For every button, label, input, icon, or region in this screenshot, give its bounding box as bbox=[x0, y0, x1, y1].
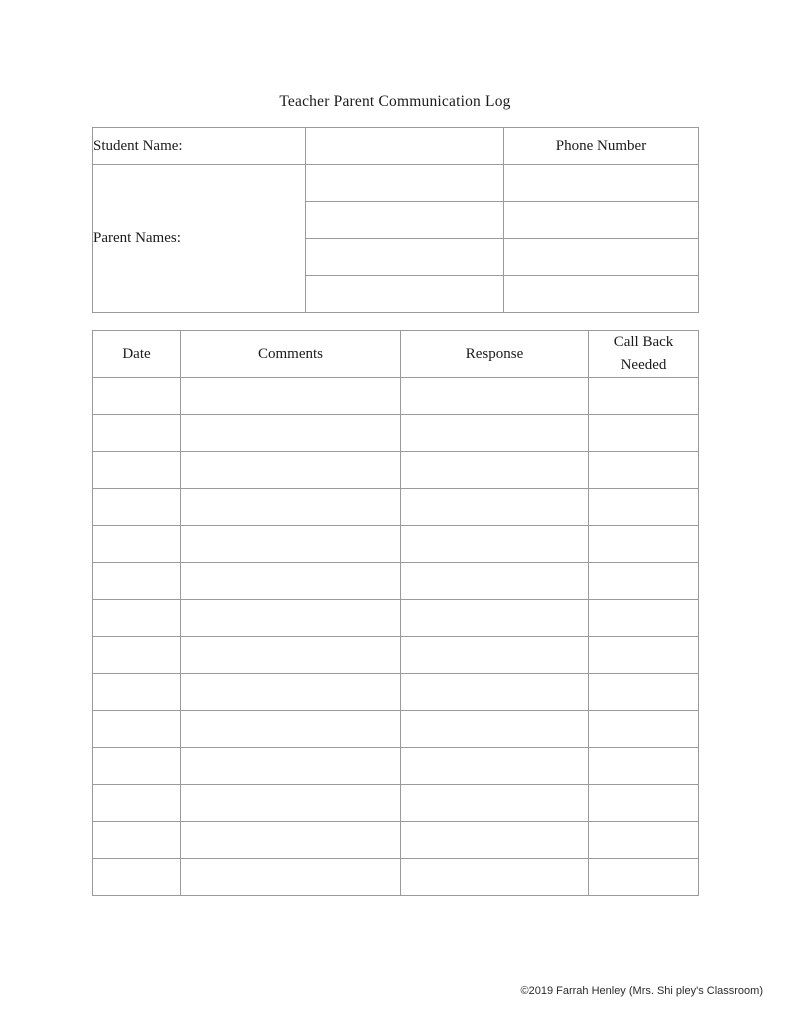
log-date-cell bbox=[93, 489, 181, 526]
log-entry-row bbox=[93, 748, 699, 785]
log-date-cell bbox=[93, 748, 181, 785]
log-response-cell bbox=[401, 785, 589, 822]
log-response-cell bbox=[401, 378, 589, 415]
log-comments-cell bbox=[181, 822, 401, 859]
log-date-cell bbox=[93, 859, 181, 896]
parent-name-entry-cell bbox=[306, 276, 504, 313]
log-callback-cell bbox=[589, 378, 699, 415]
log-response-cell bbox=[401, 859, 589, 896]
log-date-cell bbox=[93, 637, 181, 674]
student-name-entry-cell bbox=[306, 128, 504, 165]
log-date-cell bbox=[93, 452, 181, 489]
student-name-row bbox=[93, 128, 699, 165]
log-entry-row bbox=[93, 674, 699, 711]
log-comments-cell bbox=[181, 378, 401, 415]
log-entry-row bbox=[93, 563, 699, 600]
log-comments-cell bbox=[181, 415, 401, 452]
log-response-cell bbox=[401, 526, 589, 563]
log-callback-cell bbox=[589, 859, 699, 896]
log-comments-cell bbox=[181, 452, 401, 489]
log-comments-cell bbox=[181, 748, 401, 785]
log-comments-cell bbox=[181, 489, 401, 526]
log-callback-cell bbox=[589, 415, 699, 452]
response-column-header: Response bbox=[401, 331, 589, 378]
student-name-label: Student Name: bbox=[93, 128, 306, 165]
log-comments-cell bbox=[181, 785, 401, 822]
log-response-cell bbox=[401, 748, 589, 785]
log-comments-cell bbox=[181, 526, 401, 563]
log-response-cell bbox=[401, 452, 589, 489]
parent-names-label: Parent Names: bbox=[93, 165, 306, 313]
log-date-cell bbox=[93, 526, 181, 563]
log-comments-cell bbox=[181, 859, 401, 896]
log-response-cell bbox=[401, 637, 589, 674]
log-callback-cell bbox=[589, 785, 699, 822]
log-response-cell bbox=[401, 563, 589, 600]
phone-number-label: Phone Number bbox=[504, 128, 699, 165]
log-callback-cell bbox=[589, 637, 699, 674]
log-callback-cell bbox=[589, 822, 699, 859]
log-response-cell bbox=[401, 600, 589, 637]
log-response-cell bbox=[401, 489, 589, 526]
comments-column-header: Comments bbox=[181, 331, 401, 378]
log-callback-cell bbox=[589, 563, 699, 600]
call-back-needed-column-header: Call Back Needed bbox=[589, 331, 699, 378]
log-date-cell bbox=[93, 563, 181, 600]
parent-name-entry-cell bbox=[306, 165, 504, 202]
log-date-cell bbox=[93, 378, 181, 415]
parent-name-entry-cell bbox=[306, 202, 504, 239]
log-entry-row bbox=[93, 526, 699, 563]
log-entry-row bbox=[93, 859, 699, 896]
log-entry-row bbox=[93, 822, 699, 859]
log-date-cell bbox=[93, 785, 181, 822]
log-entry-row bbox=[93, 785, 699, 822]
log-comments-cell bbox=[181, 711, 401, 748]
log-response-cell bbox=[401, 415, 589, 452]
log-response-cell bbox=[401, 674, 589, 711]
parent-phone-entry-cell bbox=[504, 276, 699, 313]
log-comments-cell bbox=[181, 600, 401, 637]
log-response-cell bbox=[401, 711, 589, 748]
log-entry-row bbox=[93, 489, 699, 526]
info-table-body bbox=[93, 128, 699, 313]
document-title: Teacher Parent Communication Log bbox=[279, 93, 511, 110]
parent-name-entry-cell bbox=[306, 239, 504, 276]
log-table-body bbox=[93, 378, 699, 896]
date-column-header: Date bbox=[93, 331, 181, 378]
log-header-row bbox=[93, 331, 699, 378]
log-callback-cell bbox=[589, 674, 699, 711]
log-callback-cell bbox=[589, 600, 699, 637]
log-entry-row bbox=[93, 637, 699, 674]
log-response-cell bbox=[401, 822, 589, 859]
log-callback-cell bbox=[589, 748, 699, 785]
log-callback-cell bbox=[589, 526, 699, 563]
log-comments-cell bbox=[181, 637, 401, 674]
log-entry-row bbox=[93, 378, 699, 415]
communication-log-table bbox=[92, 330, 699, 896]
log-entry-row bbox=[93, 452, 699, 489]
parent-phone-entry-cell bbox=[504, 202, 699, 239]
log-entry-row bbox=[93, 600, 699, 637]
log-entry-row bbox=[93, 711, 699, 748]
log-date-cell bbox=[93, 822, 181, 859]
log-date-cell bbox=[93, 600, 181, 637]
parent-name-row bbox=[93, 165, 699, 202]
log-date-cell bbox=[93, 711, 181, 748]
log-entry-row bbox=[93, 415, 699, 452]
student-info-table bbox=[92, 127, 699, 313]
log-callback-cell bbox=[589, 711, 699, 748]
log-callback-cell bbox=[589, 489, 699, 526]
log-comments-cell bbox=[181, 674, 401, 711]
parent-phone-entry-cell bbox=[504, 165, 699, 202]
parent-phone-entry-cell bbox=[504, 239, 699, 276]
log-date-cell bbox=[93, 674, 181, 711]
log-comments-cell bbox=[181, 563, 401, 600]
copyright-credit: ©2019 Farrah Henley (Mrs. Shi pley's Classroom) bbox=[520, 985, 763, 997]
log-date-cell bbox=[93, 415, 181, 452]
log-callback-cell bbox=[589, 452, 699, 489]
